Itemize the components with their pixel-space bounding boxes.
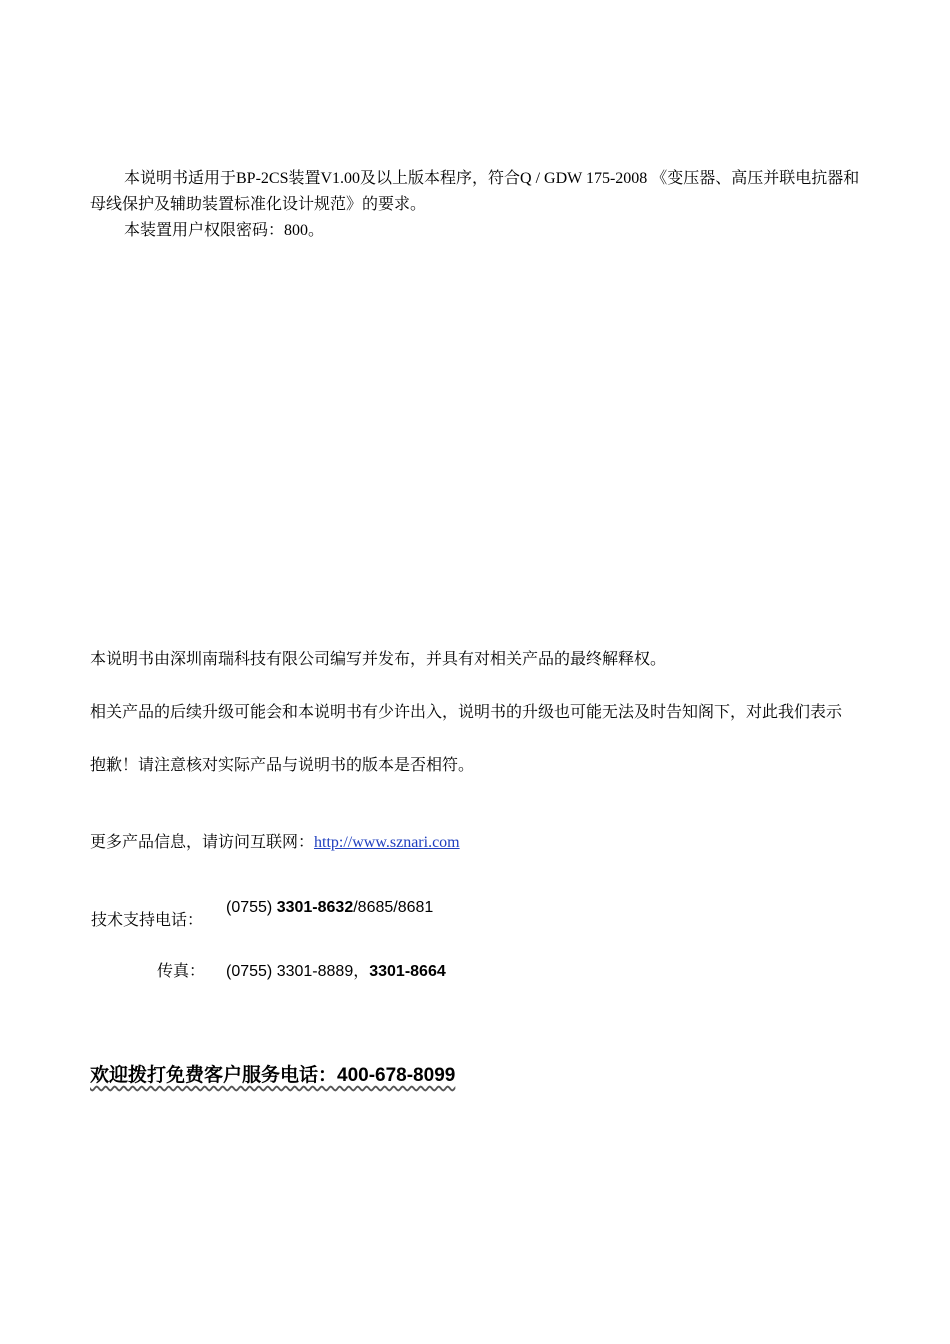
support-phone-label: 技术支持电话： — [91, 912, 204, 929]
support-extra-numbers: /8685/8681 — [353, 899, 434, 916]
fax-number-1: (0755) 3301-8889， — [226, 963, 370, 980]
intro-section — [90, 166, 862, 244]
website-line — [90, 832, 870, 854]
disclaimer-line-1: 本说明书由深圳南瑞科技有限公司编写并发布，并具有对相关产品的最终解释权。 — [90, 651, 667, 668]
applicability-paragraph: 本说明书适用于BP-2CS装置V1.00及以上版本程序，符合Q / GDW 175-2008 《变压器、高压并联电抗器和母线保护及辅助装置标准化设计规范》的要求。 — [90, 170, 860, 213]
customer-hotline: 欢迎拨打免费客户服务电话：400-678-8099 — [90, 1065, 456, 1086]
support-area-code: (0755) — [226, 899, 277, 916]
website-label: 更多产品信息，请访问互联网： — [90, 834, 315, 851]
support-phone-value — [226, 897, 433, 919]
disclaimer-line-2: 相关产品的后续升级可能会和本说明书有少许出入，说明书的升级也可能无法及时告知阁下，对此我们表示 — [90, 704, 843, 721]
website-link[interactable]: http://www.sznari.com — [314, 834, 460, 851]
password-paragraph: 本装置用户权限密码：800。 — [124, 222, 325, 239]
fax-label: 传真： — [157, 963, 206, 980]
fax-number-2: 3301-8664 — [369, 963, 446, 980]
support-main-number: 3301-8632 — [276, 899, 354, 916]
disclaimer-line-3: 抱歉！请注意核对实际产品与说明书的版本是否相符。 — [90, 757, 475, 774]
fax-value — [226, 961, 446, 983]
